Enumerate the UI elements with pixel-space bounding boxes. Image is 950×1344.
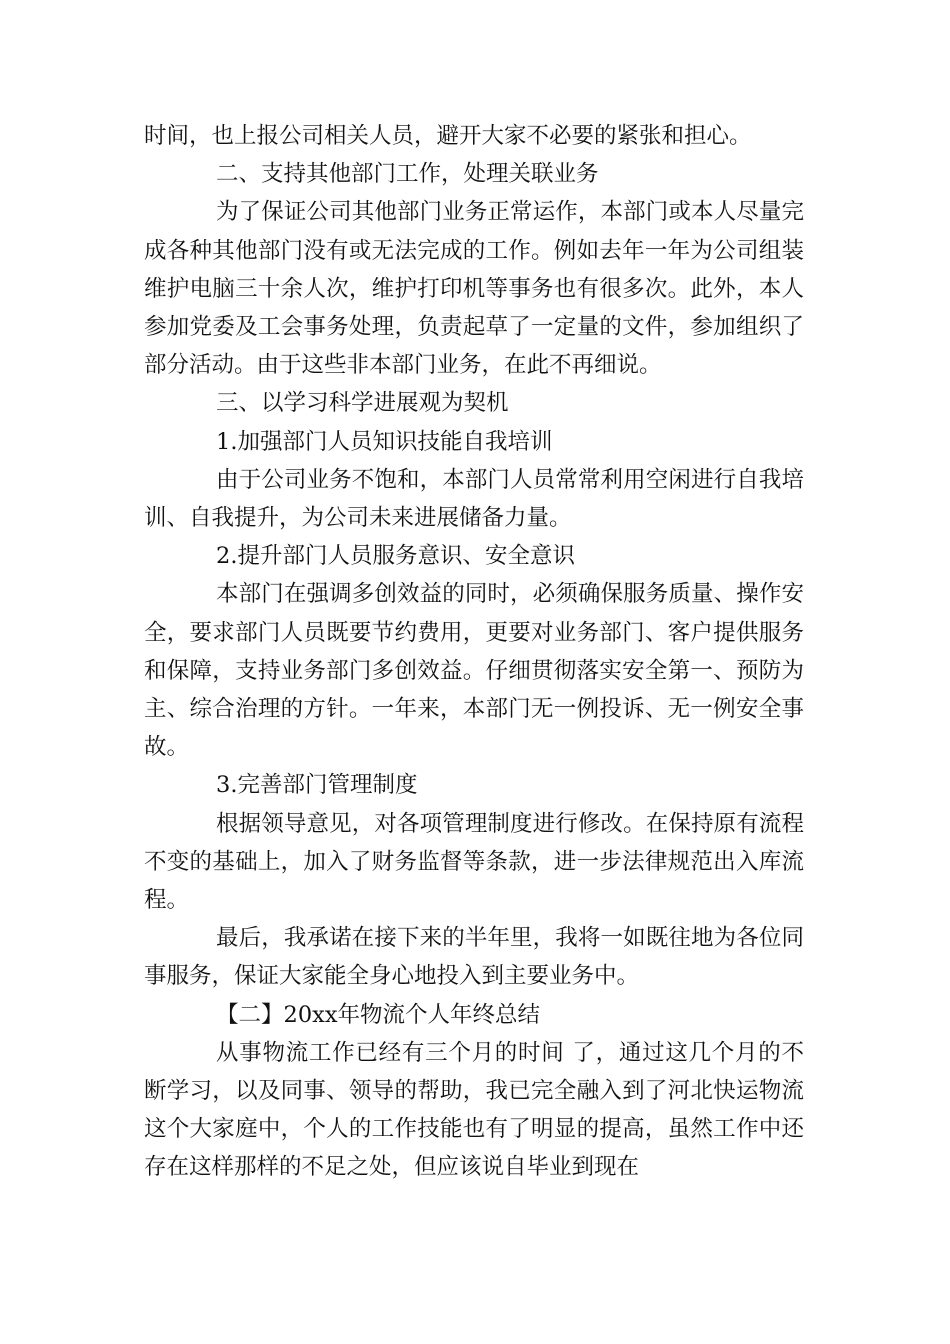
paragraph-management: 根据领导意见，对各项管理制度进行修改。在保持原有流程不变的基础上，加入了财务监督等条款，进一步法律规范出入库流程。 bbox=[144, 810, 804, 914]
paragraph-training: 由于公司业务不饱和，本部门人员常常利用空闲进行自我培训、自我提升，为公司未来进展储备力量。 bbox=[144, 466, 804, 532]
paragraph-logistics-summary: 从事物流工作已经有三个月的时间 了，通过这几个月的不断学习，以及同事、领导的帮助，我已完全融入到了河北快运物流这个大家庭中，个人的工作技能也有了明显的提高，虽然工作中还存在这样那样的不足之处，但应该说自毕业到现在 bbox=[144, 1039, 804, 1181]
section-heading-2: 二、支持其他部门工作，处理关联业务 bbox=[216, 161, 599, 188]
paragraph-conclusion: 最后，我承诺在接下来的半年里，我将一如既往地为各位同事服务，保证大家能全身心地投入到主要业务中。 bbox=[144, 925, 804, 990]
subheading-training: 1.加强部门人员知识技能自我培训 bbox=[216, 428, 553, 455]
document-page bbox=[144, 117, 804, 1187]
paragraph-continuation: 时间，也上报公司相关人员，避开大家不必要的紧张和担心。 bbox=[144, 123, 752, 149]
subheading-service-safety: 2.提升部门人员服务意识、安全意识 bbox=[216, 543, 575, 570]
paragraph-service-safety: 本部门在强调多创效益的同时，必须确保服务质量、操作安全，要求部门人员既要节约费用，更要对业务部门、客户提供服务和保障，支持业务部门多创效益。仔细贯彻落实安全第一、预防为主、综合治理的方针。一年来，本部门无一例投诉、无一例安全事故。 bbox=[144, 581, 804, 761]
section-heading-3: 三、以学习科学进展观为契机 bbox=[216, 390, 509, 417]
section-heading-part-two: 【二】20xx年物流个人年终总结 bbox=[216, 1001, 541, 1028]
subheading-management: 3.完善部门管理制度 bbox=[216, 772, 418, 799]
paragraph-support-departments: 为了保证公司其他部门业务正常运作，本部门或本人尽量完成各种其他部门没有或无法完成的工作。例如去年一年为公司组装维护电脑三十余人次，维护打印机等事务也有很多次。此外，本人参加党委及工会事务处理，负责起草了一定量的文件，参加组织了部分活动。由于这些非本部门业务，在此不再细说。 bbox=[144, 199, 804, 379]
